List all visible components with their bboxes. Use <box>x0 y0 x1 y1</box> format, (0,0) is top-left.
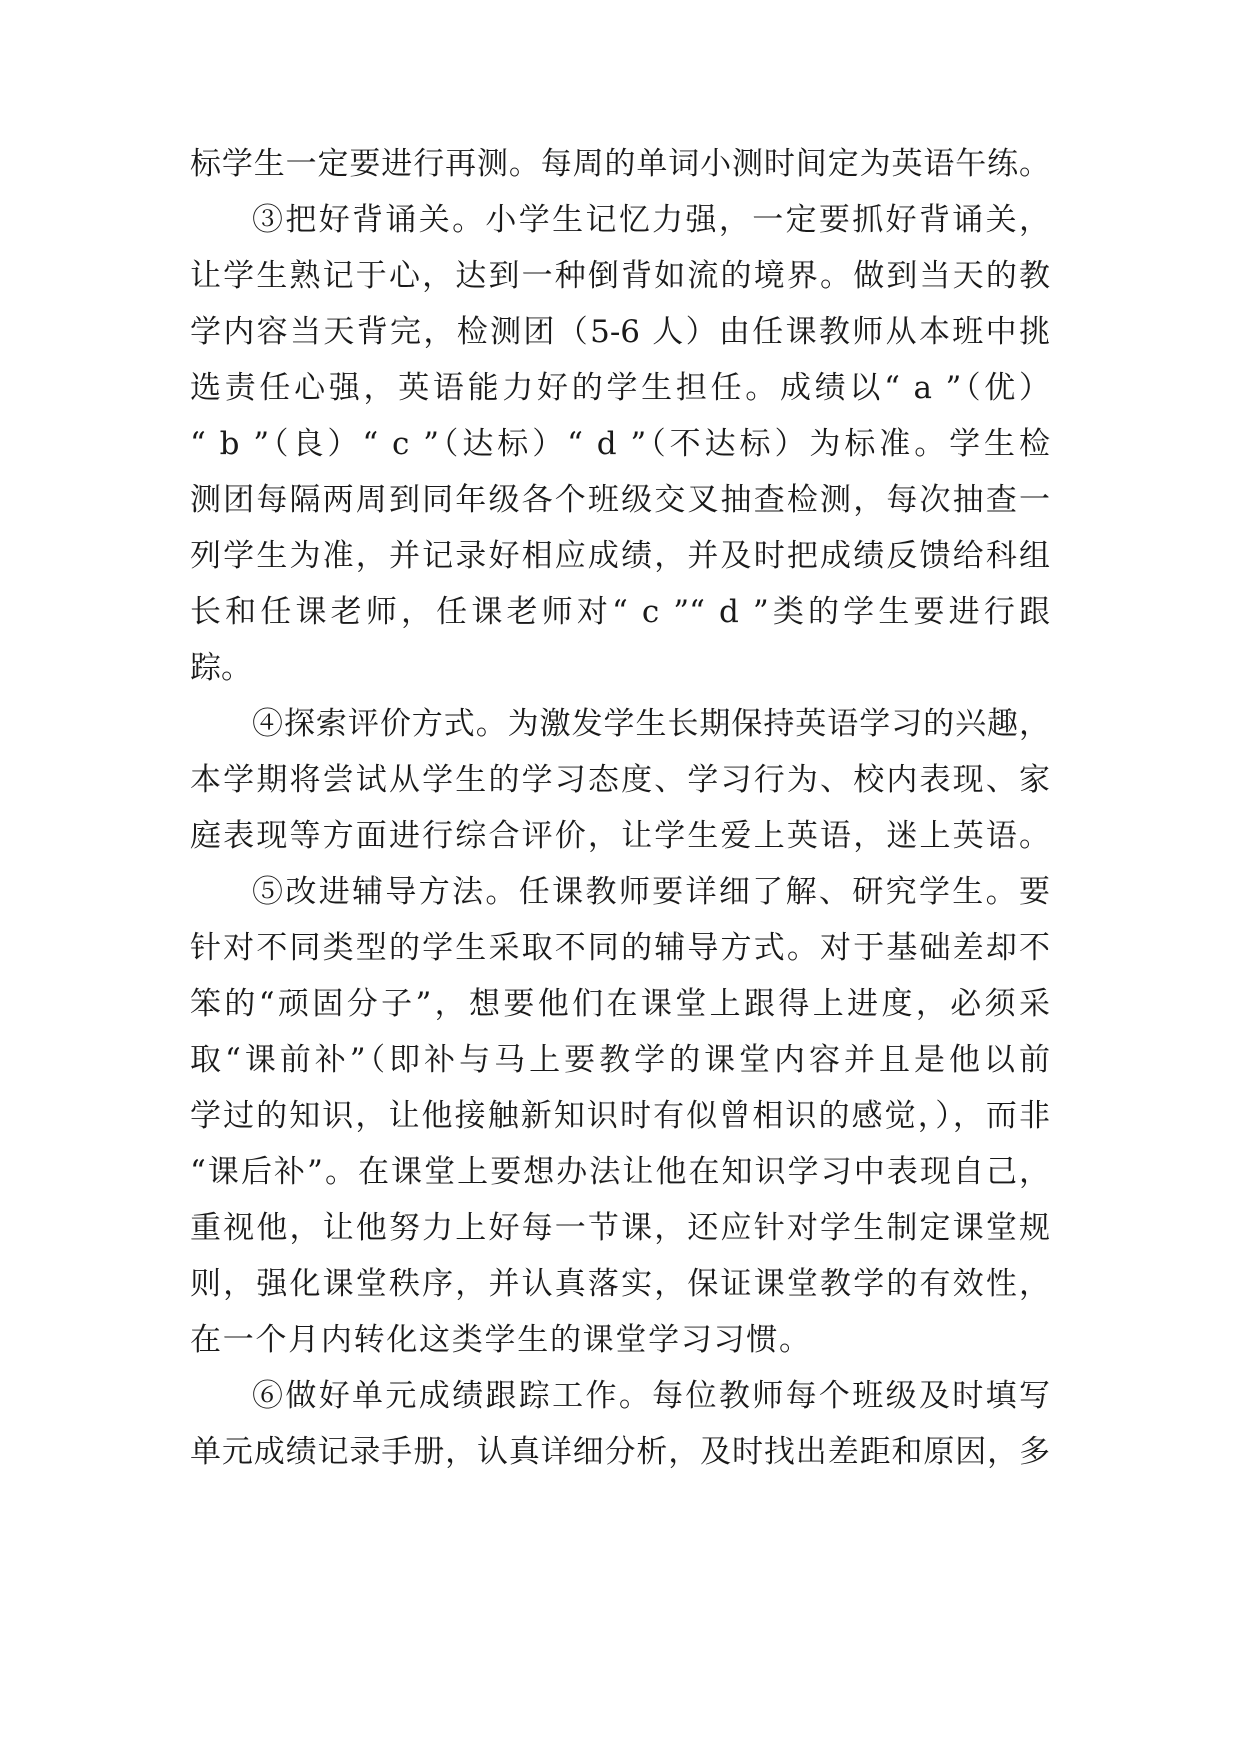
text-line: 学过的知识，让他接触新知识时有似曾相识的感觉，），而非 <box>190 1098 1050 1134</box>
text-line: 本学期将尝试从学生的学习态度、学习行为、校内表现、家 <box>190 762 1050 798</box>
text-line: 针对不同类型的学生采取不同的辅导方式。对于基础差却不 <box>190 930 1050 966</box>
text-line: 踪。 <box>190 650 252 686</box>
text-line: 测团每隔两周到同年级各个班级交叉抽查检测，每次抽查一 <box>190 482 1050 518</box>
text-line: 则，强化课堂秩序，并认真落实，保证课堂教学的有效性， <box>190 1266 1050 1302</box>
text-line: “课后补”。在课堂上要想办法让他在知识学习中表现自己， <box>190 1154 1050 1190</box>
text-line: 庭表现等方面进行综合评价，让学生爱上英语，迷上英语。 <box>190 818 1050 854</box>
text-line: “ b ”（良）“ c ”（达标）“ d ”（不达标）为标准。学生检 <box>190 426 1050 462</box>
text-line: 列学生为准，并记录好相应成绩，并及时把成绩反馈给科组 <box>190 538 1050 574</box>
text-line: ⑥做好单元成绩跟踪工作。每位教师每个班级及时填写 <box>252 1378 1050 1414</box>
text-line: 取“课前补”（即补与马上要教学的课堂内容并且是他以前 <box>190 1042 1050 1078</box>
text-line: 在一个月内转化这类学生的课堂学习习惯。 <box>190 1322 810 1358</box>
text-line: 学内容当天背完，检测团（5-6 人）由任课教师从本班中挑 <box>190 314 1050 350</box>
text-line: 单元成绩记录手册，认真详细分析，及时找出差距和原因，多 <box>190 1434 1050 1470</box>
text-line: 笨的“顽固分子”，想要他们在课堂上跟得上进度，必须采 <box>190 986 1050 1022</box>
text-line: ④探索评价方式。为激发学生长期保持英语学习的兴趣， <box>252 706 1050 742</box>
text-line: 长和任课老师，任课老师对“ c ”“ d ”类的学生要进行跟 <box>190 594 1050 630</box>
text-line: 标学生一定要进行再测。每周的单词小测时间定为英语午练。 <box>190 146 1050 182</box>
text-line: ③把好背诵关。小学生记忆力强，一定要抓好背诵关， <box>252 202 1050 238</box>
text-line: 选责任心强，英语能力好的学生担任。成绩以“ a ”（优） <box>190 370 1050 406</box>
text-line: 重视他，让他努力上好每一节课，还应针对学生制定课堂规 <box>190 1210 1050 1246</box>
text-line: ⑤改进辅导方法。任课教师要详细了解、研究学生。要 <box>252 874 1050 910</box>
text-line: 让学生熟记于心，达到一种倒背如流的境界。做到当天的教 <box>190 258 1050 294</box>
